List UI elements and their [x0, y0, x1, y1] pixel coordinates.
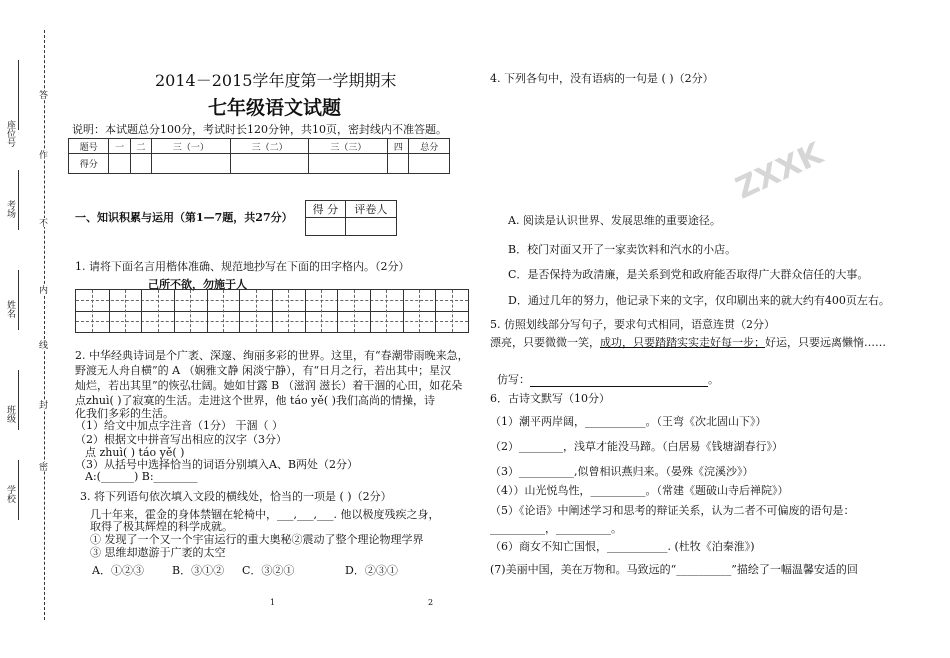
margin-word: 不 — [37, 218, 47, 227]
score-header: 总分 — [409, 139, 450, 154]
score-header: 三（三） — [309, 139, 388, 154]
exam-subtitle: 七年级语文试题 — [208, 97, 342, 119]
question-3-option-d[interactable]: D．②③① — [345, 564, 398, 577]
question-5-underlined: 成功，只要踏踏实实走好每一步； — [600, 336, 765, 349]
question-4-option-c[interactable]: C．是否保持为政清廉，是关系到党和政府能否取得广大群众信任的大事。 — [508, 268, 869, 281]
question-6-line: （4））山光悦鸟性，__________。（常建《题破山寺后禅院》） — [490, 484, 789, 497]
score-header: 四 — [388, 139, 409, 154]
grader-score-label: 得 分 — [306, 201, 346, 218]
question-2-line: 化我们多彩的生活。 — [75, 407, 174, 420]
grader-box — [305, 200, 397, 236]
question-5-after: 好运，只要远离懒惰…… — [765, 336, 886, 349]
margin-word: 线 — [37, 340, 47, 349]
watermark-text: ZXXK — [730, 136, 829, 207]
question-6-line: （2）________，浅草才能没马蹄。（白居易《钱塘湖春行》） — [490, 440, 783, 453]
margin-word: 封 — [37, 400, 47, 409]
margin-word: 内 — [37, 285, 47, 294]
score-row-label: 得分 — [69, 154, 109, 174]
question-6-line: (7)美丽中国，美在万物和。马致远的“__________”描绘了一幅温馨安适的回 — [490, 563, 858, 576]
question-6-line: （6）商女不知亡国恨，___________. (杜牧《泊秦淮》) — [490, 540, 755, 553]
margin-label-exam-room: 考场 — [5, 200, 15, 218]
question-4-option-b[interactable]: B．校门对面又开了一家卖饮料和汽水的小店。 — [508, 243, 737, 256]
question-3-passage: 几十年来，霍金的身体禁锢在轮椅中，___,___,___. 他以极度残疾之身， — [90, 508, 440, 521]
question-4-stem: 4. 下列各句中，没有语病的一句是 ( )（2分） — [490, 72, 714, 85]
score-cell[interactable] — [230, 154, 309, 174]
score-table — [68, 138, 450, 174]
writing-grid[interactable] — [75, 289, 469, 333]
question-4-option-a[interactable]: A. 阅读是认识世界、发展思维的重要途径。 — [508, 214, 721, 227]
page-number-right: 2 — [428, 598, 434, 607]
margin-label-name: 姓名 — [5, 300, 15, 318]
grader-label: 评卷人 — [345, 201, 396, 218]
question-3-passage: 取得了极其辉煌的科学成就。 — [90, 520, 233, 533]
question-3-option-b[interactable]: B．③①② — [172, 564, 225, 577]
question-3-option-c[interactable]: C．③②① — [242, 564, 295, 577]
score-header: 三（二） — [230, 139, 309, 154]
exam-title: 2014－2015学年度第一学期期末 — [155, 71, 397, 90]
score-header: 二 — [130, 139, 151, 154]
score-cell[interactable] — [388, 154, 409, 174]
margin-word: 密 — [37, 462, 47, 471]
question-6-stem: 6．古诗文默写（10分） — [490, 392, 610, 405]
question-2-sub: （1）给文中加点字注音（1分） 干涸（ ） — [75, 419, 283, 432]
score-cell[interactable] — [109, 154, 130, 174]
margin-word: 答 — [37, 90, 47, 99]
page-number-left: 1 — [270, 598, 276, 607]
question-3-item: ③ 思维却遨游于广袤的太空 — [90, 546, 226, 559]
question-6-line: （3）__________,似曾相识燕归来。（晏殊《浣溪沙》） — [490, 465, 754, 478]
question-2-line: 野渡无人舟自横”的 A （娴雅文静 闲淡宁静），有“日月之行，若出其中；星汉 — [75, 364, 452, 377]
score-header: 三（一） — [152, 139, 231, 154]
margin-word: 作 — [37, 150, 47, 159]
score-cell[interactable] — [409, 154, 450, 174]
question-2-line: 灿烂，若出其里”的恢弘壮阔。她如甘露 B （滋润 滋长）着干涸的心田，如花朵 — [75, 379, 463, 392]
question-2-sub: 点 zhuì( ) táo yě( ) — [85, 446, 185, 459]
question-2-line: 2. 中华经典诗词是个广袤、深邃、绚丽多彩的世界。这里，有“春潮带雨晚来急， — [75, 349, 469, 362]
question-3-stem: 3. 将下列语句依次填入文段的横线处，恰当的一项是 ( )（2分） — [80, 490, 392, 503]
question-3-item: ① 发现了一个又一个宇宙运行的重大奥秘②震动了整个理论物理学界 — [90, 533, 424, 546]
score-cell[interactable] — [152, 154, 231, 174]
zxxk-watermark — [731, 120, 870, 220]
question-2-sub: A:(______) B:________ — [85, 470, 198, 483]
margin-label-class: 班级 — [5, 405, 15, 423]
question-3-option-a[interactable]: A．①②③ — [92, 564, 144, 577]
question-6-line: __________，__________。 — [490, 522, 622, 535]
question-5-example — [490, 334, 886, 350]
question-6-line: （5）《论语》中阐述学习和思考的辩证关系，认为二者不可偏废的语句是： — [490, 504, 855, 517]
grader-score-cell[interactable] — [306, 218, 346, 236]
question-2-sub: （2）根据文中拼音写出相应的汉字（3分） — [75, 433, 287, 446]
score-header: 题号 — [69, 139, 109, 154]
exam-instructions: 说明：本试题总分100分，考试时长120分钟，共10页，密封线内不准答题。 — [72, 123, 447, 136]
score-cell[interactable] — [130, 154, 151, 174]
score-header: 一 — [109, 139, 130, 154]
question-5-answer-label: 仿写： — [497, 373, 530, 386]
question-5-answer-blank[interactable] — [530, 375, 708, 387]
score-cell[interactable] — [309, 154, 388, 174]
grader-cell[interactable] — [345, 218, 396, 236]
question-4-option-d[interactable]: D．通过几年的努力，他记录下来的文字，仅印刷出来的就大约有400页左右。 — [508, 294, 890, 307]
question-5-stem: 5. 仿照划线部分写句子，要求句式相同，语意连贯（2分） — [490, 318, 775, 331]
question-6-line: （1）潮平两岸阔，___________。（王弯《次北固山下》） — [490, 415, 767, 428]
section-title: 一、知识积累与运用（第1—7题，共27分） — [75, 211, 293, 224]
question-1-stem: 1. 请将下面名言用楷体准确、规范地抄写在下面的田字格内。（2分） — [75, 260, 410, 273]
question-5-before: 漂亮，只要微微一笑， — [490, 336, 600, 349]
margin-label-school: 学校 — [5, 485, 15, 503]
question-2-line: 点zhuì( )了寂寞的生活。走进这个世界，他 táo yě( )我们高尚的情操，诗 — [75, 394, 435, 407]
margin-label-seat: 座位号 — [5, 120, 15, 147]
question-2-sub: （3）从括号中选择恰当的词语分别填入A、B两处（2分） — [75, 458, 359, 471]
question-1-quote: 己所不欲，勿施于人 — [148, 278, 247, 291]
question-5-answer: 仿写： 。 — [497, 373, 719, 386]
